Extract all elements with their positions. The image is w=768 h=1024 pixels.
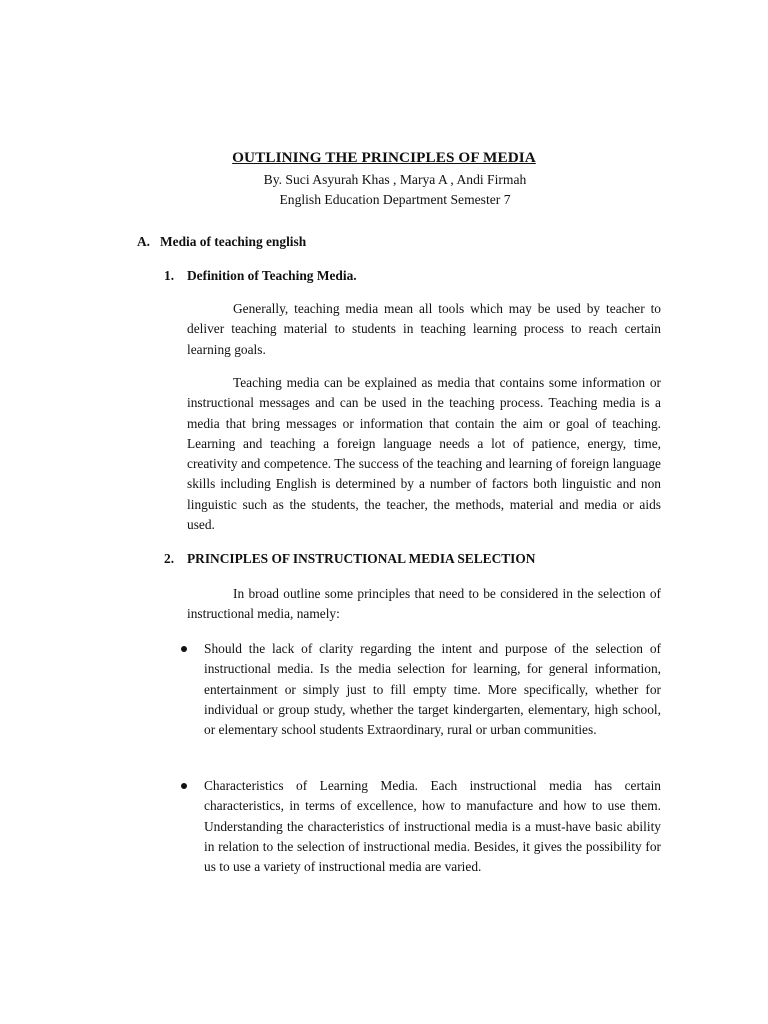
bullet-dot-icon <box>181 783 187 789</box>
paragraph-definition-2-text: Teaching media can be explained as media that contains some information or instructional messages and can be used in the teaching process. Teaching media is a media that bring messages or information that contain the aim or goal of teaching. Learning and teaching a foreign language needs a lot of patience, energy, time, creativity and competence. The success of the teaching and learning of foreign language skills including English is determined by a number of factors both linguistic and non linguistic such as the students, the teacher, the methods, material and media or aids used. <box>187 375 661 533</box>
bullet-item: Should the lack of clarity regarding the intent and purpose of the selection of instructional media. Is the media selection for learning, for general information, entertainment or simply just to fill empty time. More specifically, whether for individual or group study, whether the target kindergarten, elementary, high school, or elementary school students Extraordinary, rural or urban communities. <box>204 641 661 738</box>
department-line: English Education Department Semester 7 <box>279 192 511 207</box>
paragraph-definition-1 <box>187 299 661 360</box>
document-title: OUTLINING THE PRINCIPLES OF MEDIA <box>232 149 536 166</box>
author-byline: By. Suci Asyurah Khas , Marya A , Andi Firmah <box>263 172 527 187</box>
paragraph-definition-1-text: Generally, teaching media mean all tools which may be used by teacher to deliver teaching material to students in teaching learning process to reach certain learning goals. <box>187 301 661 357</box>
subsection-2-title: PRINCIPLES OF INSTRUCTIONAL MEDIA SELECTION <box>187 551 536 566</box>
bullet-item: Characteristics of Learning Media. Each instructional media has certain characteristics, in terms of excellence, how to manufacture and how to use them. Understanding the characteristics of instructional media is a must-have basic ability in relation to the selection of instructional media. Besides, it gives the possibility for us to use a variety of instructional media are varied. <box>204 778 661 875</box>
section-a-title: Media of teaching english <box>160 234 307 249</box>
bullet-dot-icon <box>181 646 187 652</box>
paragraph-definition-2 <box>187 373 661 535</box>
section-a-heading <box>137 234 306 250</box>
subsection-2-heading <box>164 551 535 567</box>
subsection-1-heading <box>164 268 357 284</box>
paragraph-principles-intro <box>187 584 661 625</box>
paragraph-principles-intro-text: In broad outline some principles that need to be considered in the selection of instructional media, namely: <box>187 586 661 622</box>
subsection-2-number: 2. <box>164 551 175 566</box>
subsection-1-title: Definition of Teaching Media. <box>187 268 357 283</box>
subsection-1-number: 1. <box>164 268 175 283</box>
section-a-label: A. <box>137 234 151 249</box>
